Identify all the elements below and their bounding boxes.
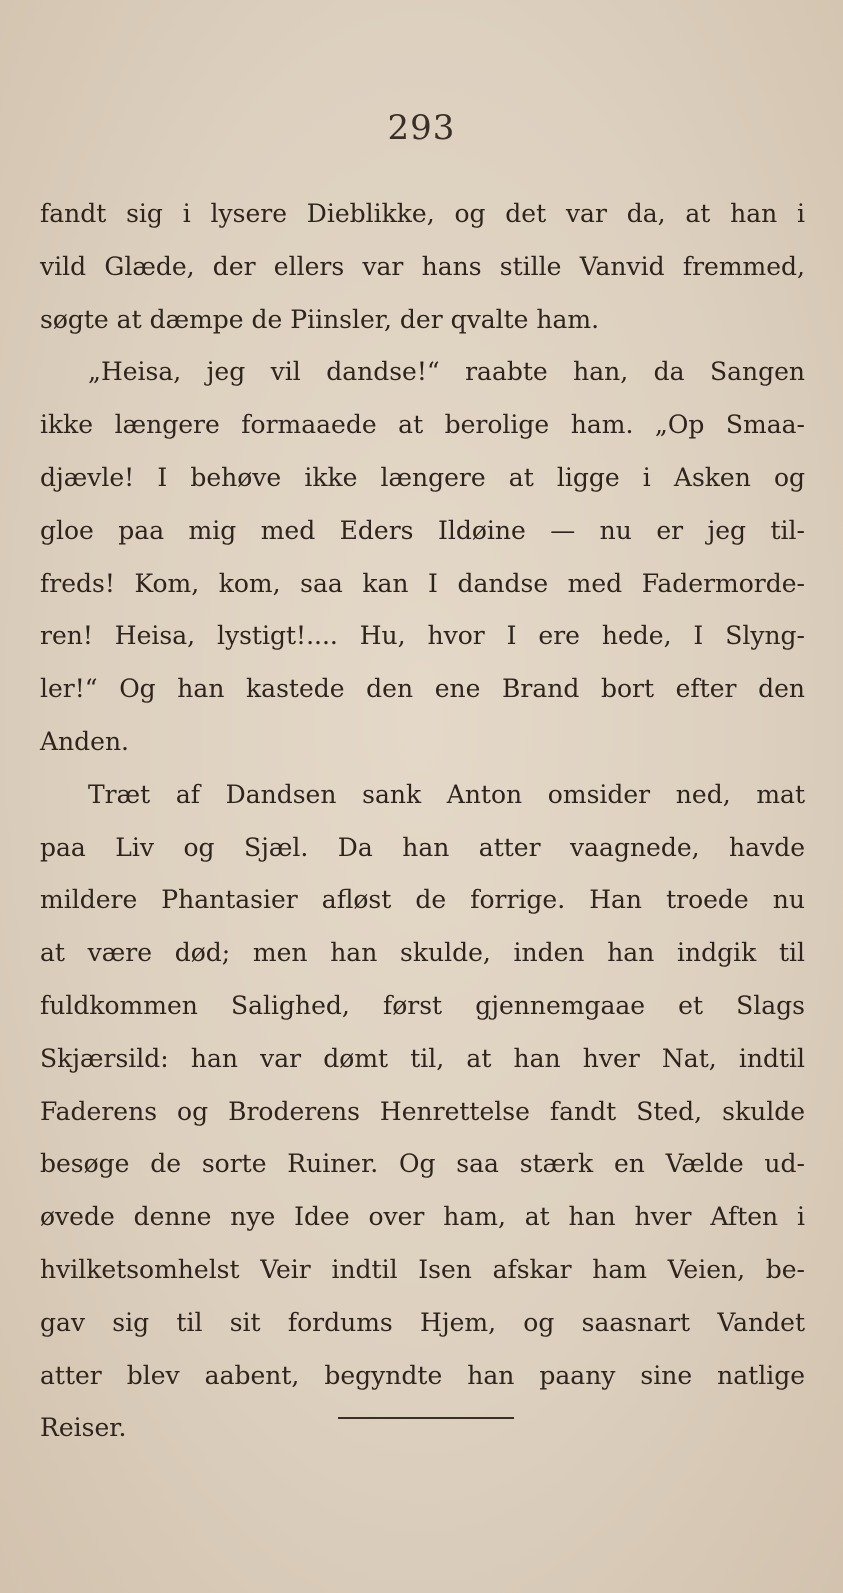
page-number: 293: [387, 108, 456, 148]
text-line: ikke længere formaaede at berolige ham. „Op Smaa-: [40, 410, 805, 440]
text-line: øvede denne nye Idee over ham, at han hver Aften i: [40, 1202, 805, 1232]
text-line: gloe paa mig med Eders Ildøine — nu er jeg til-: [40, 515, 805, 545]
text-line: vild Glæde, der ellers var hans stille Vanvid fremmed,: [40, 251, 805, 281]
text-line: ren! Heisa, lystigt!.... Hu, hvor I ere hede, I Slyng-: [40, 621, 805, 651]
text-line: fandt sig i lysere Dieblikke, og det var da, at han i: [40, 199, 805, 228]
section-divider: [338, 1417, 514, 1419]
text-line: søgte at dæmpe de Piinsler, der qvalte ham.: [40, 304, 600, 334]
text-line: gav sig til sit fordums Hjem, og saasnart Vandet: [40, 1307, 805, 1337]
text-line: atter blev aabent, begyndte han paany sine natlige: [40, 1360, 805, 1390]
text-line: Anden.: [40, 726, 130, 756]
text-line: paa Liv og Sjæl. Da han atter vaagnede, havde: [40, 832, 805, 862]
text-line: ler!“ Og han kastede den ene Brand bort efter den: [40, 674, 805, 704]
text-line: Faderens og Broderens Henrettelse fandt Sted, skulde: [40, 1096, 805, 1126]
text-line: Skjærsild: han var dømt til, at han hver Nat, indtil: [40, 1043, 805, 1073]
text-line: Træt af Dandsen sank Anton omsider ned, mat: [88, 779, 805, 809]
text-line: besøge de sorte Ruiner. Og saa stærk en Vælde ud-: [40, 1149, 805, 1179]
body-text: [40, 188, 805, 1455]
text-line: „Heisa, jeg vil dandse!“ raabte han, da Sangen: [88, 357, 805, 387]
text-line: at være død; men han skulde, inden han indgik til: [40, 938, 805, 968]
text-line: freds! Kom, kom, saa kan I dandse med Fadermorde-: [40, 568, 805, 598]
text-line: fuldkommen Salighed, først gjennemgaae et Slags: [40, 990, 805, 1020]
text-line: djævle! I behøve ikke længere at ligge i Asken og: [40, 462, 805, 492]
text-line: Reiser.: [40, 1413, 127, 1443]
text-line: hvilketsomhelst Veir indtil Isen afskar ham Veien, be-: [40, 1254, 805, 1284]
text-line: mildere Phantasier afløst de forrige. Han troede nu: [40, 885, 805, 915]
